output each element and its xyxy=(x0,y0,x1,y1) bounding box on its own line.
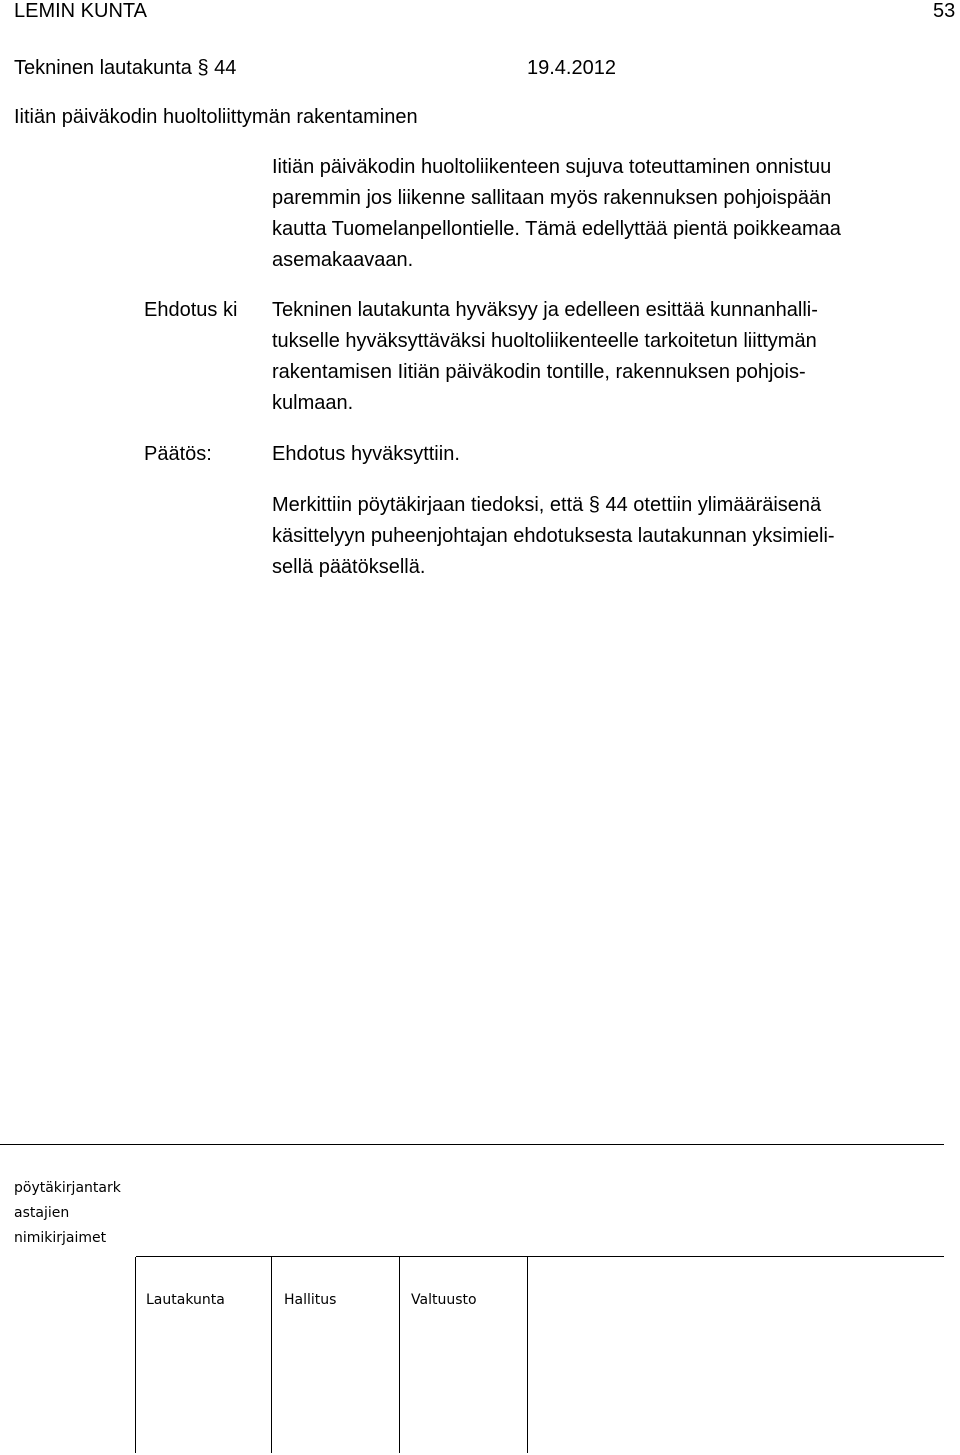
column-valtuusto: Valtuusto xyxy=(411,1292,477,1308)
signature-label xyxy=(14,1176,121,1251)
proposal-line: tukselle hyväksyttäväksi huoltoliikenteelle tarkoitetun liittymän xyxy=(272,330,817,352)
decision-label: Päätös: xyxy=(144,443,212,465)
intro-line: asemakaavaan. xyxy=(272,249,414,271)
page-number: 53 xyxy=(933,0,956,22)
signature-label-line: astajien xyxy=(14,1205,70,1221)
signature-column-divider xyxy=(135,1257,136,1453)
signature-label-line: pöytäkirjantark xyxy=(14,1180,121,1196)
proposal-line: rakentamisen Iitiän päiväkodin tontille, rakennuksen pohjois- xyxy=(272,361,806,383)
signature-table-top-rule xyxy=(136,1256,944,1257)
note-line: Merkittiin pöytäkirjaan tiedoksi, että § 44 otettiin ylimääräisenä xyxy=(272,494,822,516)
signature-column-divider xyxy=(527,1257,528,1453)
municipality-name: LEMIN KUNTA xyxy=(14,0,147,22)
proposal-paragraph xyxy=(272,295,952,419)
intro-line: kautta Tuomelanpellontielle. Tämä edellyttää pientä poikkeamaa xyxy=(272,218,841,240)
proposal-label: Ehdotus ki xyxy=(144,299,238,321)
signature-label-line: nimikirjaimet xyxy=(14,1230,107,1246)
column-hallitus: Hallitus xyxy=(284,1292,337,1308)
board-section-ref: Tekninen lautakunta § 44 xyxy=(14,57,237,79)
decision-paragraph xyxy=(272,439,952,470)
note-paragraph xyxy=(272,490,952,583)
intro-line: Iitiän päiväkodin huoltoliikenteen sujuva toteuttaminen onnistuu xyxy=(272,156,832,178)
note-line: käsittelyyn puheenjohtajan ehdotuksesta lautakunnan yksimieli- xyxy=(272,525,835,547)
intro-line: paremmin jos liikenne sallitaan myös rakennuksen pohjoispään xyxy=(272,187,832,209)
item-subject: Iitiän päiväkodin huoltoliittymän rakentaminen xyxy=(14,106,418,128)
signature-column-divider xyxy=(271,1257,272,1453)
decision-text: Ehdotus hyväksyttiin. xyxy=(272,443,460,465)
footer-divider xyxy=(0,1144,944,1145)
proposal-line: kulmaan. xyxy=(272,392,354,414)
intro-paragraph xyxy=(272,152,952,276)
signature-column-divider xyxy=(399,1257,400,1453)
column-lautakunta: Lautakunta xyxy=(146,1292,225,1308)
meeting-date: 19.4.2012 xyxy=(527,57,616,79)
note-line: sellä päätöksellä. xyxy=(272,556,426,578)
proposal-line: Tekninen lautakunta hyväksyy ja edelleen esittää kunnanhalli- xyxy=(272,299,818,321)
